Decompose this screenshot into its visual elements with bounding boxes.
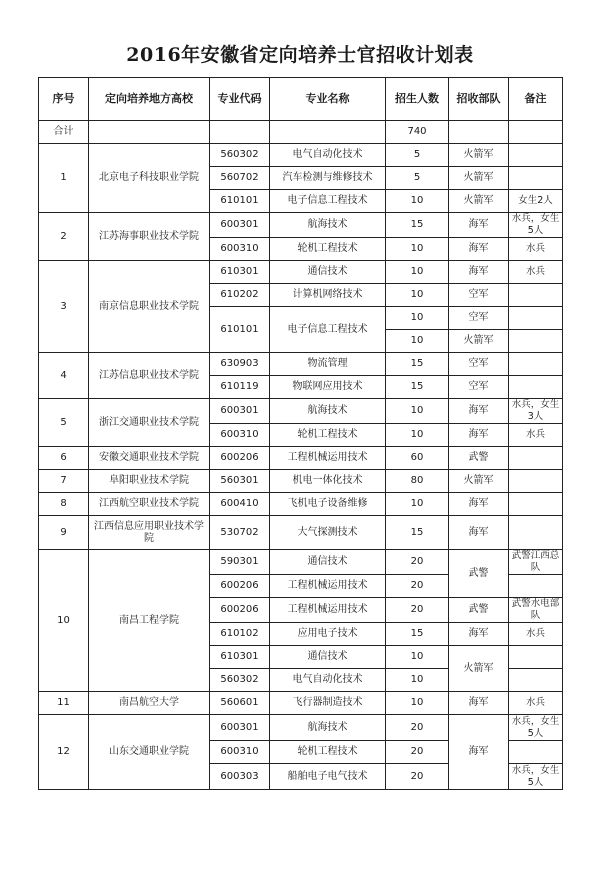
- remark: [509, 330, 563, 353]
- enroll-count: 15: [386, 516, 449, 550]
- major-code: 530702: [210, 516, 270, 550]
- recruit-unit: 海军: [449, 261, 509, 284]
- total-label: 合计: [39, 121, 89, 144]
- enrollment-plan-table: [38, 77, 563, 790]
- remark: [509, 307, 563, 330]
- major-code: 600206: [210, 598, 270, 623]
- enroll-count: 20: [386, 764, 449, 790]
- major-code: 610119: [210, 376, 270, 399]
- major-name: 航海技术: [270, 399, 386, 424]
- enroll-count: 10: [386, 493, 449, 516]
- enroll-count: 20: [386, 550, 449, 575]
- enroll-count: 10: [386, 284, 449, 307]
- school-seq: 6: [39, 447, 89, 470]
- recruit-unit: 火箭军: [449, 330, 509, 353]
- remark: 水兵: [509, 238, 563, 261]
- school-seq: 10: [39, 550, 89, 692]
- major-code: 610101: [210, 190, 270, 213]
- remark: [509, 516, 563, 550]
- enroll-count: 10: [386, 424, 449, 447]
- major-code: 600301: [210, 715, 270, 741]
- major-code: 630903: [210, 353, 270, 376]
- major-code: 560302: [210, 144, 270, 167]
- school-name: 北京电子科技职业学院: [89, 144, 210, 213]
- major-code: 560601: [210, 692, 270, 715]
- major-code: 600206: [210, 575, 270, 598]
- major-name: 物流管理: [270, 353, 386, 376]
- enroll-count: 10: [386, 692, 449, 715]
- recruit-unit: 海军: [449, 516, 509, 550]
- school-seq: 3: [39, 261, 89, 353]
- table-row: [39, 353, 563, 376]
- table-row: [39, 470, 563, 493]
- major-name: 航海技术: [270, 213, 386, 238]
- major-name: 大气探测技术: [270, 516, 386, 550]
- major-code: 600310: [210, 424, 270, 447]
- table-row: [39, 447, 563, 470]
- major-code: 560302: [210, 669, 270, 692]
- school-seq: 9: [39, 516, 89, 550]
- remark: [509, 575, 563, 598]
- school-name: 安徽交通职业技术学院: [89, 447, 210, 470]
- remark: 水兵，女生5人: [509, 764, 563, 790]
- remark: [509, 167, 563, 190]
- remark: 水兵: [509, 424, 563, 447]
- enroll-count: 20: [386, 741, 449, 764]
- major-name: 航海技术: [270, 715, 386, 741]
- major-name: 机电一体化技术: [270, 470, 386, 493]
- school-seq: 2: [39, 213, 89, 261]
- major-name: 轮机工程技术: [270, 238, 386, 261]
- major-code: 610301: [210, 261, 270, 284]
- remark: [509, 376, 563, 399]
- recruit-unit: 海军: [449, 424, 509, 447]
- enroll-count: 15: [386, 353, 449, 376]
- recruit-unit: 火箭军: [449, 167, 509, 190]
- remark: 水兵: [509, 623, 563, 646]
- header-unit: 招收部队: [449, 78, 509, 121]
- school-seq: 8: [39, 493, 89, 516]
- major-code: 600301: [210, 213, 270, 238]
- recruit-unit: 武警: [449, 447, 509, 470]
- major-name: 物联网应用技术: [270, 376, 386, 399]
- major-code: 600206: [210, 447, 270, 470]
- table-row: [39, 144, 563, 167]
- major-name: 飞行器制造技术: [270, 692, 386, 715]
- major-name: 电子信息工程技术: [270, 307, 386, 353]
- school-name: 江西信息应用职业技术学院: [89, 516, 210, 550]
- header-school: 定向培养地方高校: [89, 78, 210, 121]
- school-name: 南京信息职业技术学院: [89, 261, 210, 353]
- remark: [509, 284, 563, 307]
- major-name: 电子信息工程技术: [270, 190, 386, 213]
- school-name: 山东交通职业学院: [89, 715, 210, 790]
- remark: [509, 447, 563, 470]
- enroll-count: 10: [386, 307, 449, 330]
- remark: 水兵: [509, 692, 563, 715]
- remark: [509, 646, 563, 669]
- recruit-unit: 海军: [449, 493, 509, 516]
- school-name: 江苏海事职业技术学院: [89, 213, 210, 261]
- recruit-unit: 火箭军: [449, 470, 509, 493]
- remark: 水兵，女生5人: [509, 715, 563, 741]
- school-name: 阜阳职业技术学院: [89, 470, 210, 493]
- enroll-count: 5: [386, 167, 449, 190]
- recruit-unit: 海军: [449, 399, 509, 424]
- school-seq: 5: [39, 399, 89, 447]
- recruit-unit: 空军: [449, 353, 509, 376]
- enroll-count: 15: [386, 376, 449, 399]
- major-name: 工程机械运用技术: [270, 598, 386, 623]
- table-row: [39, 692, 563, 715]
- remark: 水兵，女生5人: [509, 213, 563, 238]
- recruit-unit: 武警: [449, 550, 509, 598]
- enroll-count: 20: [386, 575, 449, 598]
- major-code: 600303: [210, 764, 270, 790]
- major-name: 应用电子技术: [270, 623, 386, 646]
- major-name: 通信技术: [270, 261, 386, 284]
- major-code: 600301: [210, 399, 270, 424]
- major-code: 560702: [210, 167, 270, 190]
- school-seq: 12: [39, 715, 89, 790]
- recruit-unit: 海军: [449, 692, 509, 715]
- remark: [509, 353, 563, 376]
- header-count: 招生人数: [386, 78, 449, 121]
- remark: [509, 144, 563, 167]
- table-row: [39, 261, 563, 284]
- recruit-unit: 火箭军: [449, 190, 509, 213]
- school-seq: 7: [39, 470, 89, 493]
- major-name: 通信技术: [270, 646, 386, 669]
- school-name: 浙江交通职业技术学院: [89, 399, 210, 447]
- table-row: [39, 493, 563, 516]
- enroll-count: 10: [386, 646, 449, 669]
- recruit-unit: 武警: [449, 598, 509, 623]
- enroll-count: 10: [386, 261, 449, 284]
- enroll-count: 80: [386, 470, 449, 493]
- enroll-count: 10: [386, 669, 449, 692]
- major-code: 600410: [210, 493, 270, 516]
- header-code: 专业代码: [210, 78, 270, 121]
- recruit-unit: 空军: [449, 376, 509, 399]
- page-title: 2016年安徽省定向培养士官招收计划表: [126, 44, 474, 66]
- total-count: 740: [386, 121, 449, 144]
- major-code: 600310: [210, 238, 270, 261]
- table-header-row: [39, 78, 563, 121]
- recruit-unit: 空军: [449, 284, 509, 307]
- recruit-unit: 海军: [449, 715, 509, 790]
- remark: 女生2人: [509, 190, 563, 213]
- remark: 武警水电部队: [509, 598, 563, 623]
- recruit-unit: 火箭军: [449, 144, 509, 167]
- recruit-unit: 海军: [449, 213, 509, 238]
- enroll-count: 5: [386, 144, 449, 167]
- header-seq: 序号: [39, 78, 89, 121]
- major-name: 计算机网络技术: [270, 284, 386, 307]
- table-row: [39, 550, 563, 575]
- major-code: 610101: [210, 307, 270, 353]
- enroll-count: 10: [386, 399, 449, 424]
- remark: 武警江西总队: [509, 550, 563, 575]
- remark: [509, 493, 563, 516]
- major-code: 610202: [210, 284, 270, 307]
- table-row: [39, 715, 563, 741]
- table-row: [39, 399, 563, 424]
- enroll-count: 15: [386, 213, 449, 238]
- recruit-unit: 火箭军: [449, 646, 509, 692]
- recruit-unit: 空军: [449, 307, 509, 330]
- major-name: 电气自动化技术: [270, 144, 386, 167]
- school-name: 江苏信息职业技术学院: [89, 353, 210, 399]
- table-row: [39, 213, 563, 238]
- school-name: 江西航空职业技术学院: [89, 493, 210, 516]
- school-seq: 1: [39, 144, 89, 213]
- major-name: 工程机械运用技术: [270, 447, 386, 470]
- enroll-count: 60: [386, 447, 449, 470]
- table-row: [39, 516, 563, 550]
- major-name: 工程机械运用技术: [270, 575, 386, 598]
- recruit-unit: 海军: [449, 238, 509, 261]
- school-name: 南昌工程学院: [89, 550, 210, 692]
- remark: [509, 470, 563, 493]
- enroll-count: 20: [386, 598, 449, 623]
- remark: 水兵: [509, 261, 563, 284]
- recruit-unit: 海军: [449, 623, 509, 646]
- enroll-count: 10: [386, 330, 449, 353]
- major-name: 轮机工程技术: [270, 424, 386, 447]
- major-name: 汽车检测与维修技术: [270, 167, 386, 190]
- remark: 水兵，女生3人: [509, 399, 563, 424]
- school-seq: 11: [39, 692, 89, 715]
- enroll-count: 10: [386, 190, 449, 213]
- header-major: 专业名称: [270, 78, 386, 121]
- major-code: 610102: [210, 623, 270, 646]
- major-name: 船舶电子电气技术: [270, 764, 386, 790]
- header-note: 备注: [509, 78, 563, 121]
- major-code: 600310: [210, 741, 270, 764]
- major-name: 通信技术: [270, 550, 386, 575]
- enroll-count: 15: [386, 623, 449, 646]
- major-code: 610301: [210, 646, 270, 669]
- major-name: 电气自动化技术: [270, 669, 386, 692]
- enroll-count: 10: [386, 238, 449, 261]
- school-name: 南昌航空大学: [89, 692, 210, 715]
- remark: [509, 669, 563, 692]
- major-name: 轮机工程技术: [270, 741, 386, 764]
- major-name: 飞机电子设备维修: [270, 493, 386, 516]
- remark: [509, 741, 563, 764]
- total-row: [39, 121, 563, 144]
- major-code: 560301: [210, 470, 270, 493]
- enroll-count: 20: [386, 715, 449, 741]
- major-code: 590301: [210, 550, 270, 575]
- school-seq: 4: [39, 353, 89, 399]
